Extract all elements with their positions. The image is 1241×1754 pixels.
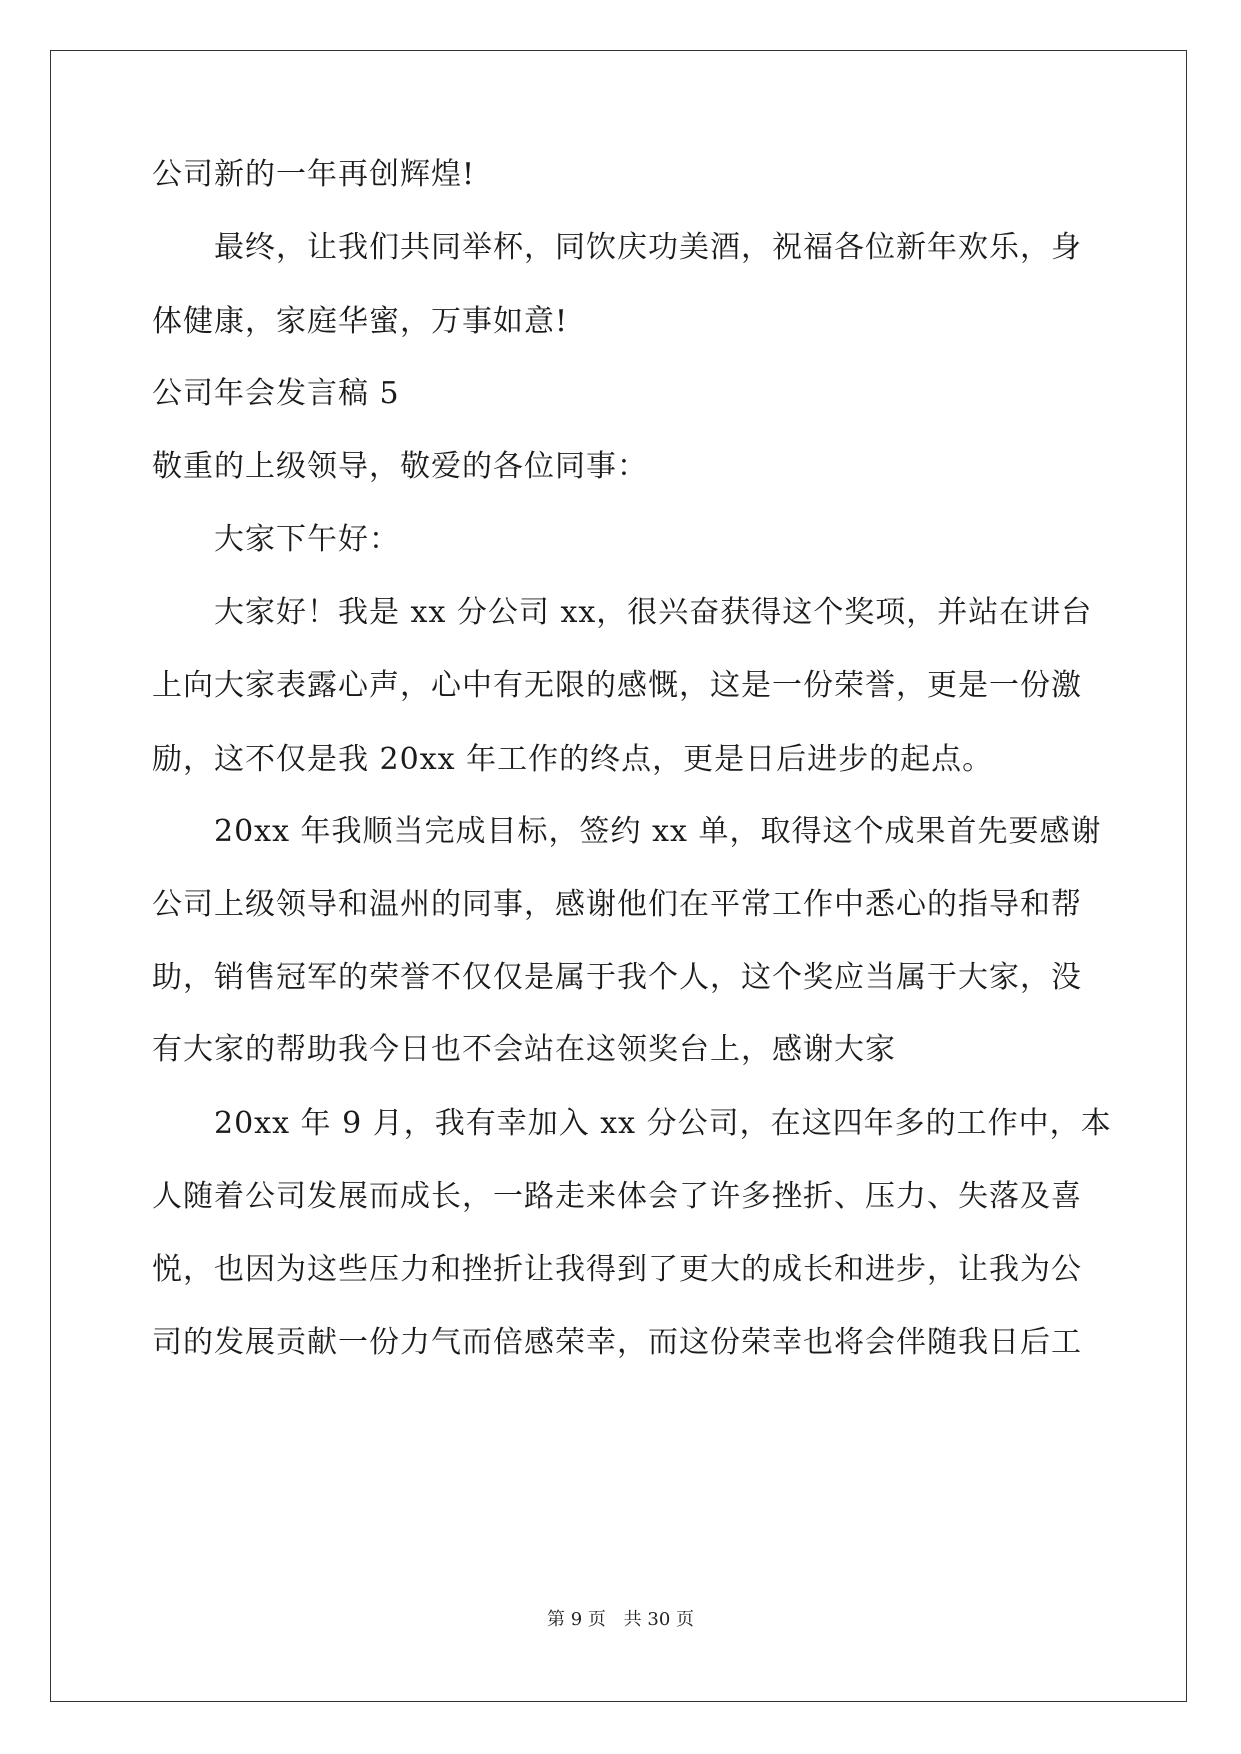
text-line: 助，销售冠军的荣誉不仅仅是属于我个人，这个奖应当属于大家，没 bbox=[152, 960, 1082, 995]
text-line: 有大家的帮助我今日也不会站在这领奖台上，感谢大家 bbox=[152, 1032, 896, 1067]
text-line: 体健康，家庭华蜜，万事如意! bbox=[152, 304, 569, 339]
text-line: 20xx 年我顺当完成目标，签约 xx 单，取得这个成果首先要感谢 bbox=[214, 814, 1102, 849]
text-line: 公司新的一年再创辉煌! bbox=[152, 157, 476, 192]
greeting: 大家下午好： bbox=[214, 522, 400, 557]
page-footer bbox=[0, 1608, 1241, 1632]
section-heading: 公司年会发言稿 5 bbox=[152, 376, 400, 411]
text-line: 大家好！我是 xx 分公司 xx，很兴奋获得这个奖项，并站在讲台 bbox=[214, 595, 1093, 630]
page-number: 第 9 页 bbox=[547, 1609, 606, 1630]
page-total: 共 30 页 bbox=[623, 1609, 694, 1630]
text-line: 上向大家表露心声，心中有无限的感慨，这是一份荣誉，更是一份激 bbox=[152, 668, 1082, 703]
text-line: 悦，也因为这些压力和挫折让我得到了更大的成长和进步，让我为公 bbox=[152, 1252, 1082, 1287]
text-line: 励，这不仅是我 20xx 年工作的终点，更是日后进步的起点。 bbox=[152, 742, 994, 777]
salutation: 敬重的上级领导，敬爱的各位同事： bbox=[152, 449, 648, 484]
text-line: 司的发展贡献一份力气而倍感荣幸，而这份荣幸也将会伴随我日后工 bbox=[152, 1325, 1082, 1360]
text-line: 20xx 年 9 月，我有幸加入 xx 分公司，在这四年多的工作中，本 bbox=[214, 1106, 1112, 1141]
text-line: 公司上级领导和温州的同事，感谢他们在平常工作中悉心的指导和帮 bbox=[152, 887, 1082, 922]
text-line: 人随着公司发展而成长，一路走来体会了许多挫折、压力、失落及喜 bbox=[152, 1179, 1082, 1214]
text-line: 最终，让我们共同举杯，同饮庆功美酒，祝福各位新年欢乐，身 bbox=[214, 230, 1082, 265]
page-border bbox=[50, 50, 1187, 1702]
